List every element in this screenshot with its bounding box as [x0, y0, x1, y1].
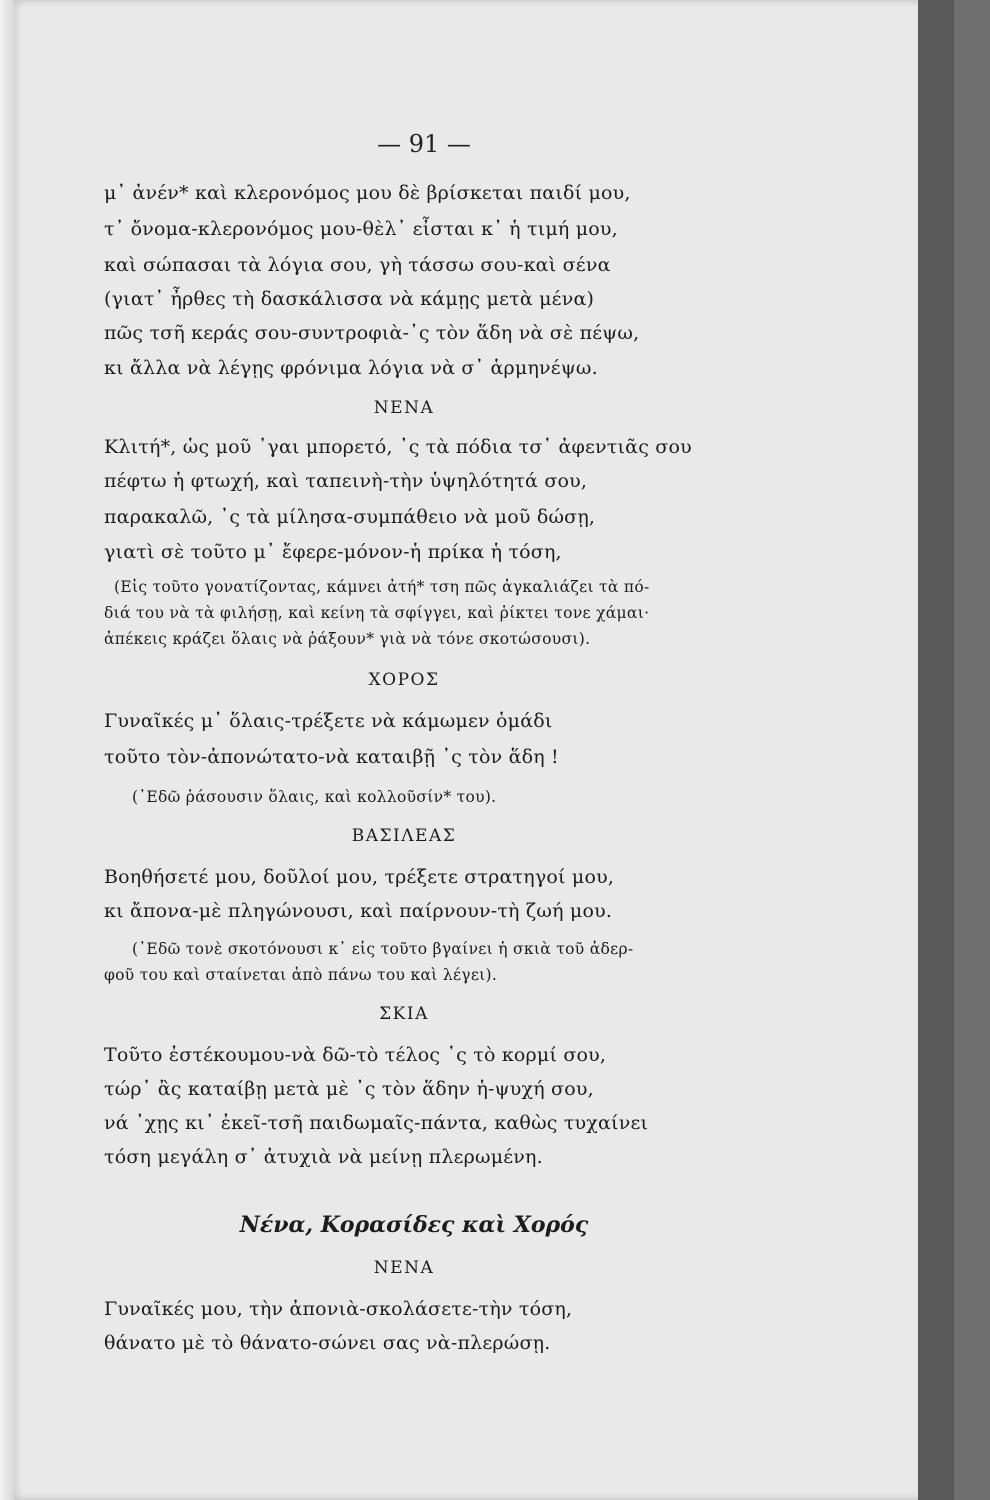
- page-edge-shadow: [918, 0, 954, 1500]
- verse-line: πέφτω ἡ φτωχή, καὶ ταπεινὴ-τὴν ὑψηλότητά σου,: [104, 470, 588, 492]
- stage-direction: (᾿Εδῶ ῥάσουσιν ὅλαις, καὶ κολλοῦσίν* του).: [132, 788, 497, 806]
- verse-line: (γιατ᾿ ἦρθες τὴ δασκάλισσα νὰ κάμῃς μετὰ μένα): [104, 288, 595, 310]
- verse-line: κι ἄπονα-μὲ πληγώνουσι, καὶ παίρνουν-τὴ ζωή μου.: [104, 900, 613, 922]
- verse-line: τώρ᾿ ἂς καταίβῃ μετὰ μὲ ᾿ς τὸν ἅδην ἡ-ψυχή σου,: [104, 1078, 594, 1100]
- book-page: [14, 0, 954, 1500]
- stage-direction: φοῦ του καὶ σταίνεται ἀπὸ πάνω του καὶ λέγει).: [104, 966, 498, 984]
- verse-line: Τοῦτο ἐστέκουμου-νὰ δῶ-τὸ τέλος ᾿ς τὸ κορμί σου,: [104, 1044, 607, 1066]
- verse-line: τοῦτο τὸν-ἀπονώτατο-νὰ καταιβῇ ᾿ς τὸν ἅδη !: [104, 746, 559, 768]
- speaker-name: ΣΚΙΑ: [379, 1004, 429, 1024]
- verse-line: καὶ σώπασαι τὰ λόγια σου, γὴ τάσσω σου-καὶ σένα: [104, 254, 611, 276]
- page-number: — 91 —: [377, 130, 471, 158]
- book-gutter: [0, 0, 14, 1500]
- verse-line: γιατὶ σὲ τοῦτο μ᾿ ἔφερε-μόνον-ἡ πρίκα ἡ τόση,: [104, 541, 562, 563]
- speaker-name: ΝΕΝΑ: [373, 1258, 435, 1278]
- speaker-name: ΒΑΣΙΛΕΑΣ: [351, 826, 457, 846]
- verse-line: παρακαλῶ, ᾿ς τὰ μίλησα-συμπάθειο νὰ μοῦ δώσῃ,: [104, 506, 596, 528]
- verse-line: Κλιτή*, ὡς μοῦ ᾿γαι μπορετό, ᾿ς τὰ πόδια τσ᾿ ἀφεντιᾶς σου: [104, 436, 692, 458]
- speaker-name: ΧΟΡΟΣ: [368, 670, 440, 690]
- stage-direction: (᾿Εδῶ τονὲ σκοτόνουσι κ᾿ εἰς τοῦτο βγαίνει ἡ σκιὰ τοῦ ἀδερ-: [132, 940, 634, 958]
- speaker-name: ΝΕΝΑ: [373, 398, 435, 418]
- stage-direction: (Εἰς τοῦτο γονατίζοντας, κάμνει ἀτή* τση πῶς ἀγκαλιάζει τὰ πό-: [114, 578, 650, 596]
- verse-line: κι ἄλλα νὰ λέγῃς φρόνιμα λόγια νὰ σ᾿ ἁρμηνέψω.: [104, 357, 598, 379]
- verse-line: Βοηθήσετέ μου, δοῦλοί μου, τρέξετε στρατηγοί μου,: [104, 866, 615, 888]
- verse-line: τόση μεγάλη σ᾿ ἀτυχιὰ νὰ μείνῃ πλερωμένη.: [104, 1146, 543, 1168]
- stage-direction: διά του νὰ τὰ φιλήσῃ, καὶ κείνη τὰ σφίγγει, καὶ ῥίκτει τονε χάμαι·: [104, 604, 650, 622]
- verse-line: Γυναῖκές μου, τὴν ἀπονιὰ-σκολάσετε-τὴν τόση,: [104, 1298, 573, 1320]
- verse-line: θάνατο μὲ τὸ θάνατο-σώνει σας νὰ-πλερώσῃ.: [104, 1332, 551, 1354]
- verse-line: τ᾿ ὄνομα-κλερονόμος μου-θὲλ᾿ εἶσται κ᾿ ἡ τιμή μου,: [104, 218, 618, 240]
- verse-line: μ᾿ ἀνέν* καὶ κλερονόμος μου δὲ βρίσκεται παιδί μου,: [104, 182, 631, 204]
- verse-line: πῶς τσῆ κεράς σου-συντροφιὰ-᾿ς τὸν ἅδη νὰ σὲ πέψω,: [104, 322, 640, 344]
- stage-direction: ἀπέκεις κράζει ὅλαις νὰ ῥάξουν* γιὰ νὰ τόνε σκοτώσουσι).: [104, 630, 591, 648]
- verse-line: νά ᾿χῃς κι᾿ ἐκεῖ-τσῆ παιδωμαῖς-πάντα, καθὼς τυχαίνει: [104, 1112, 649, 1134]
- verse-line: Γυναῖκές μ᾿ ὅλαις-τρέξετε νὰ κάμωμεν ὁμάδι: [104, 710, 553, 732]
- scene-heading: Νένα, Κορασίδες καὶ Χορός: [239, 1212, 589, 1238]
